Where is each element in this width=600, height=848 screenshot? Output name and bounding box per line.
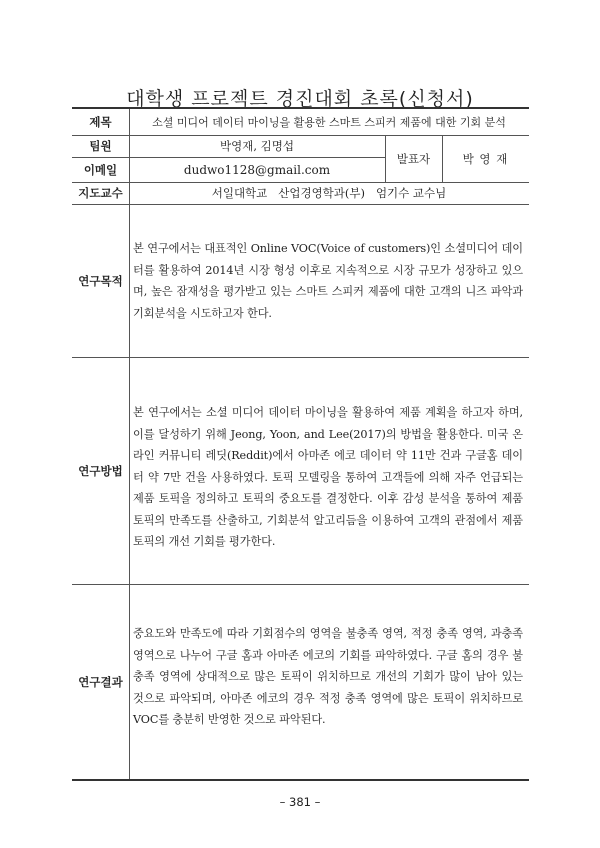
- result-label: 연구결과: [78, 674, 123, 689]
- application-form: [72, 107, 529, 781]
- page-number: – 381 –: [279, 795, 321, 809]
- title-value: 소셜 미디어 데이터 마이닝을 활용한 스마트 스피커 제품에 대한 기회 분석: [152, 116, 506, 129]
- email-label: 이메일: [83, 162, 118, 177]
- result-text: 중요도와 만족도에 따라 기회점수의 영역을 불충족 영역, 적정 충족 영역, 과충족 영역으로 나누어 구글 홈과 아마존 에코의 기회를 파악하였다. 구글 홈의 경우 불충족 영역에 상대적으로 많은 토픽이 위치하므로 개선의 기회가 많이 남아 있는 것으로 파악되며, 아마존 에코의 경우 적정 충족 영역에 많은 토픽이 위치하므로 VOC를 충분히 반영한 것으로 파악된다.: [133, 627, 523, 726]
- advisor-value: 서일대학교 산업경영학과(부) 엄기수 교수님: [211, 186, 447, 200]
- purpose-label: 연구목적: [78, 273, 123, 288]
- row-divider: [72, 357, 529, 358]
- email-value: dudwo1128@gmail.com: [183, 162, 331, 177]
- column-divider: [129, 109, 130, 779]
- row-divider: [72, 204, 529, 205]
- advisor-label: 지도교수: [78, 186, 123, 200]
- purpose-text: 본 연구에서는 대표적인 Online VOC(Voice of customers)인 소셜미디어 데이터를 활용하여 2014년 시장 형성 이후로 지속적으로 시장 규모가 성장하고 있으며, 높은 잠재성을 평가받고 있는 스마트 스피커 제품에 대한 고객의 니즈 파악과 기회분석을 시도하고자 한다.: [133, 242, 523, 320]
- team-label: 팀원: [89, 139, 112, 153]
- document-title: 대학생 프로젝트 경진대회 초록(신청서): [126, 88, 474, 110]
- method-text: 본 연구에서는 소셜 미디어 데이터 마이닝을 활용하여 제품 계획을 하고자 하며, 이를 달성하기 위해 Jeong, Yoon, and Lee(2017)의 방법을 활용한다. 미국 온라인 커뮤니티 레딧(Reddit)에서 아마존 에코 데이터 약 11만 건과 구글홈 데이터 약 7만 건을 사용하였다. 토픽 모델링을 통하여 고객들에 의해 자주 언급되는 제품 토픽을 정의하고 토픽의 중요도를 결정한다. 이후 감성 분석을 통하여 제품 토픽의 만족도를 산출하고, 기회분석 알고리듬을 이용하여 고객의 관점에서 제품 토픽의 개선 기회를 평가한다.: [133, 406, 523, 548]
- team-value: 박영재, 김명섭: [220, 139, 294, 153]
- presenter-value: 박 영 재: [462, 151, 509, 166]
- method-label: 연구방법: [78, 463, 123, 478]
- title-label: 제목: [89, 115, 112, 129]
- presenter-label: 발표자: [396, 151, 431, 166]
- row-divider: [72, 584, 529, 585]
